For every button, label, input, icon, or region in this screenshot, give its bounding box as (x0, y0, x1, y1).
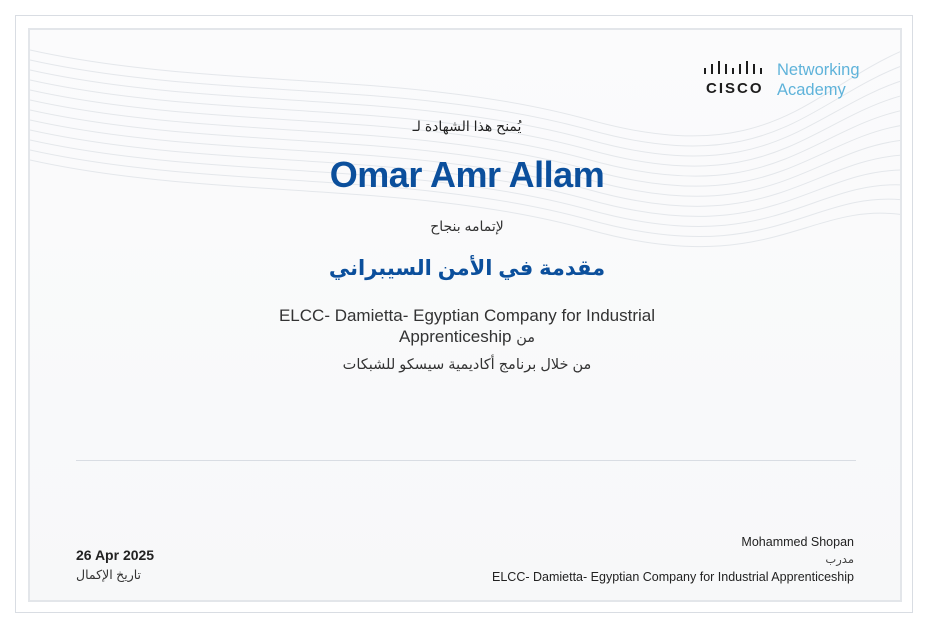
awarded-to-label: يُمنح هذا الشهادة لـ (412, 118, 522, 134)
cisco-wordmark: CISCO (706, 80, 764, 97)
completion-label: لإتمامه بنجاح (430, 218, 504, 234)
networking-academy-text (777, 60, 860, 100)
cisco-networking-academy-logo (702, 60, 882, 104)
cisco-bars-icon (702, 60, 766, 76)
recipient-name: Omar Amr Allam (329, 154, 605, 195)
program-text: من خلال برنامج أكاديمية سيسكو للشبكات (342, 357, 592, 373)
instructor-block (492, 534, 854, 587)
instructor-organization: ELCC- Damietta- Egyptian Company for Industrial Apprenticeship (492, 570, 854, 584)
completion-date: 26 Apr 2025 (76, 547, 155, 563)
course-title: مقدمة في الأمن السيبراني (328, 257, 606, 280)
instructor-role: مدرب (825, 553, 854, 566)
organization-name-end: Apprenticeship (398, 327, 512, 346)
academy-word: Academy (777, 81, 846, 99)
organization-text (30, 305, 902, 349)
networking-word: Networking (777, 61, 860, 79)
certificate-panel (28, 28, 902, 602)
organization-line-2 (30, 326, 902, 349)
instructor-name: Mohammed Shopan (741, 535, 854, 549)
completion-date-label: تاريخ الإكمال (76, 568, 142, 582)
organization-line-1: ELCC- Damietta- Egyptian Company for Industrial (278, 306, 656, 325)
divider (76, 460, 856, 461)
from-word: من (516, 330, 535, 346)
